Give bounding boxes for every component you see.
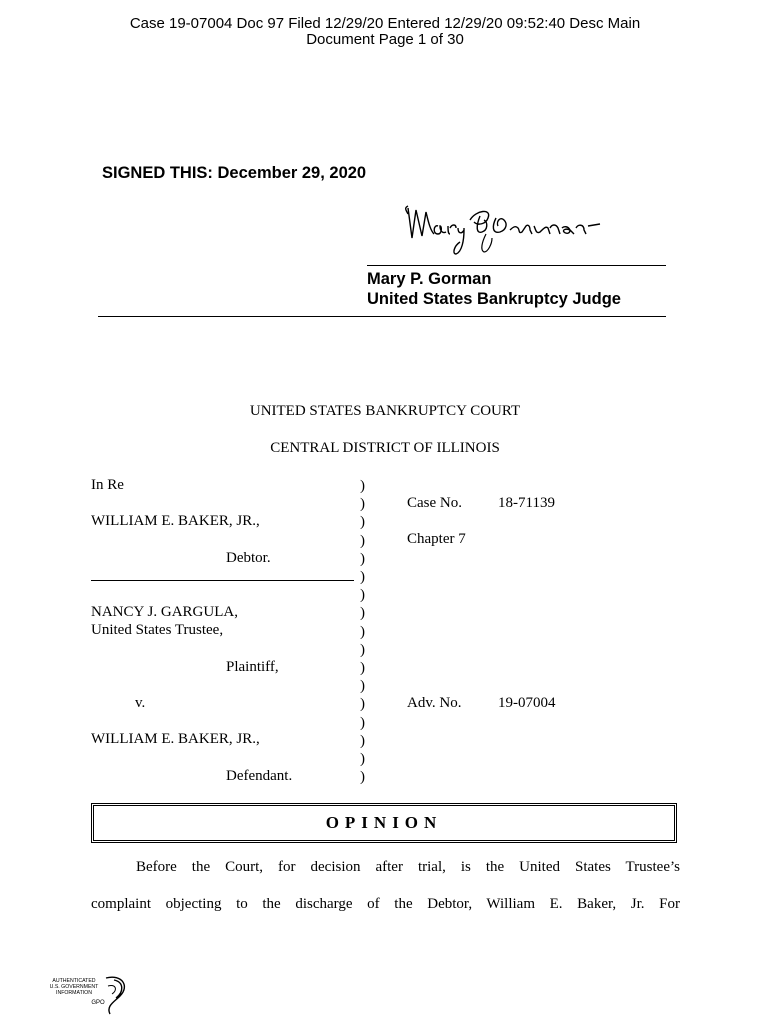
versus-label: v. [135, 695, 146, 711]
signature-line [367, 265, 666, 266]
case-no-value: 18-71139 [498, 495, 555, 511]
header-divider [98, 316, 666, 317]
body-paragraph-line-2: complaint objecting to the discharge of the Debtor, William E. Baker, Jr. For [91, 896, 680, 912]
svg-text:U.S. GOVERNMENT: U.S. GOVERNMENT [49, 984, 99, 990]
gpo-authentication-seal [44, 972, 130, 1018]
defendant-label: Defendant. [226, 768, 293, 784]
judge-signature [400, 196, 635, 266]
plaintiff-label: Plaintiff, [226, 659, 279, 675]
signed-date: SIGNED THIS: December 29, 2020 [102, 164, 367, 182]
in-re-label: In Re [91, 477, 124, 493]
svg-text:INFORMATION: INFORMATION [56, 990, 92, 996]
caption-paren-column: ) ) ) ) ) ) ) ) ) ) ) ) ) ) ) ) ) [360, 478, 365, 786]
svg-text:AUTHENTICATED: AUTHENTICATED [52, 978, 96, 984]
plaintiff-title: United States Trustee, [91, 622, 224, 638]
debtor-name: WILLIAM E. BAKER, JR., [91, 513, 260, 529]
plaintiff-name: NANCY J. GARGULA, [91, 604, 238, 620]
docket-header-line2: Document Page 1 of 30 [306, 31, 464, 48]
body-paragraph-line-1: Before the Court, for decision after trial, is the United States Trustee’s [136, 859, 680, 875]
case-no-label: Case No. [407, 495, 462, 511]
defendant-name: WILLIAM E. BAKER, JR., [91, 731, 260, 747]
caption-divider [91, 580, 354, 581]
court-district: CENTRAL DISTRICT OF ILLINOIS [270, 440, 500, 456]
debtor-label: Debtor. [226, 550, 271, 566]
adv-no-value: 19-07004 [498, 695, 556, 711]
opinion-title: OPINION [325, 813, 443, 832]
court-name: UNITED STATES BANKRUPTCY COURT [249, 403, 521, 419]
adv-no-label: Adv. No. [407, 695, 462, 711]
judge-name: Mary P. Gorman [367, 270, 492, 288]
svg-text:GPO: GPO [91, 1000, 105, 1006]
judge-title: United States Bankruptcy Judge [367, 290, 621, 308]
docket-header-line1: Case 19-07004 Doc 97 Filed 12/29/20 Entered 12/29/20 09:52:40 Desc Main [129, 15, 641, 32]
opinion-title-box [91, 803, 677, 843]
chapter-label: Chapter 7 [407, 531, 466, 547]
